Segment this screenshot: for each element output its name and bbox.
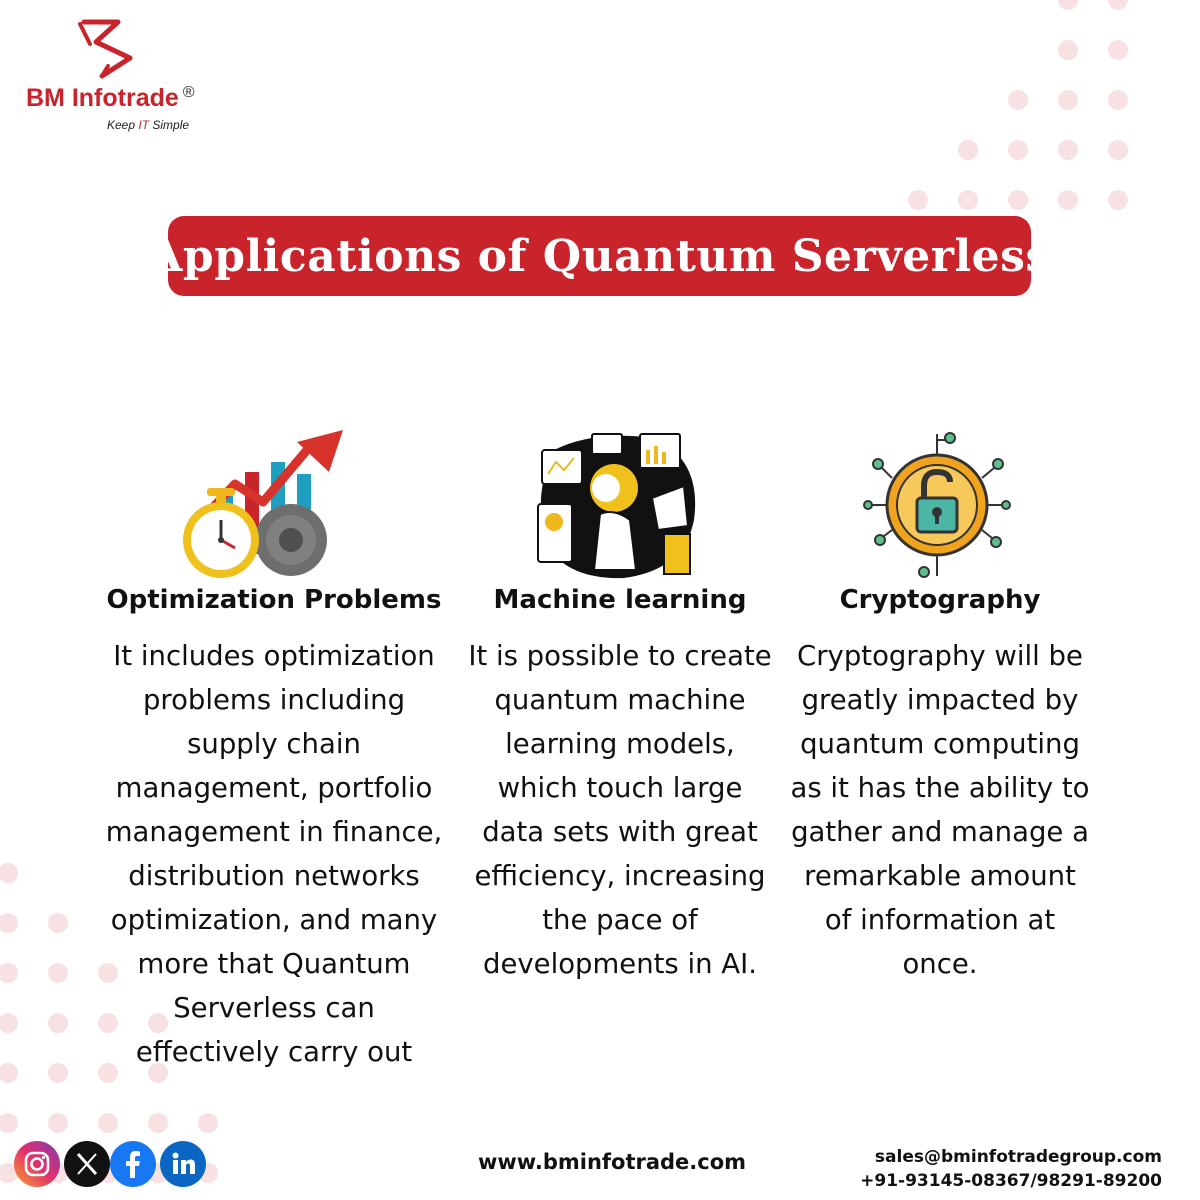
- column-cryptography: [790, 580, 1090, 986]
- robot-data-icon: [534, 430, 702, 580]
- heading-cryptography: Cryptography: [839, 585, 1041, 615]
- page-title: Applications of Quantum Serverless: [148, 230, 1051, 282]
- stopwatch-gear-growth-icon: [183, 428, 343, 580]
- text-optimization: It includes optimization problems including supply chain management, portfolio management in finance, distribution networks optimization, and many more that Quantum Serverless can effectively carry out: [105, 640, 443, 1068]
- text-cryptography: Cryptography will be greatly impacted by quantum computing as it has the ability to gather and manage a remarkable amount of information at once.: [790, 640, 1090, 980]
- instagram-icon[interactable]: [14, 1141, 60, 1187]
- facebook-icon[interactable]: [110, 1141, 156, 1187]
- column-optimization: [98, 580, 450, 1074]
- text-machine-learning: It is possible to create quantum machine learning models, which touch large data sets with great efficiency, increasing the pace of developments in AI.: [468, 640, 772, 980]
- website-link[interactable]: www.bminfotrade.com: [478, 1150, 747, 1174]
- brand-name: BM Infotrade ®: [26, 84, 195, 112]
- x-icon[interactable]: [64, 1141, 110, 1187]
- heading-optimization: Optimization Problems: [106, 585, 442, 615]
- column-machine-learning: [465, 580, 775, 986]
- linkedin-icon[interactable]: [160, 1141, 206, 1187]
- heading-machine-learning: Machine learning: [493, 585, 747, 615]
- padlock-circuit-icon: [862, 430, 1012, 580]
- title-banner: [148, 216, 1051, 296]
- email-link[interactable]: sales@bminfotradegroup.com: [874, 1147, 1162, 1167]
- brand-tagline: Keep IT Simple: [107, 118, 190, 132]
- phone-number: +91-93145-08367/98291-89200: [860, 1171, 1162, 1191]
- contact-info: [860, 1145, 1162, 1193]
